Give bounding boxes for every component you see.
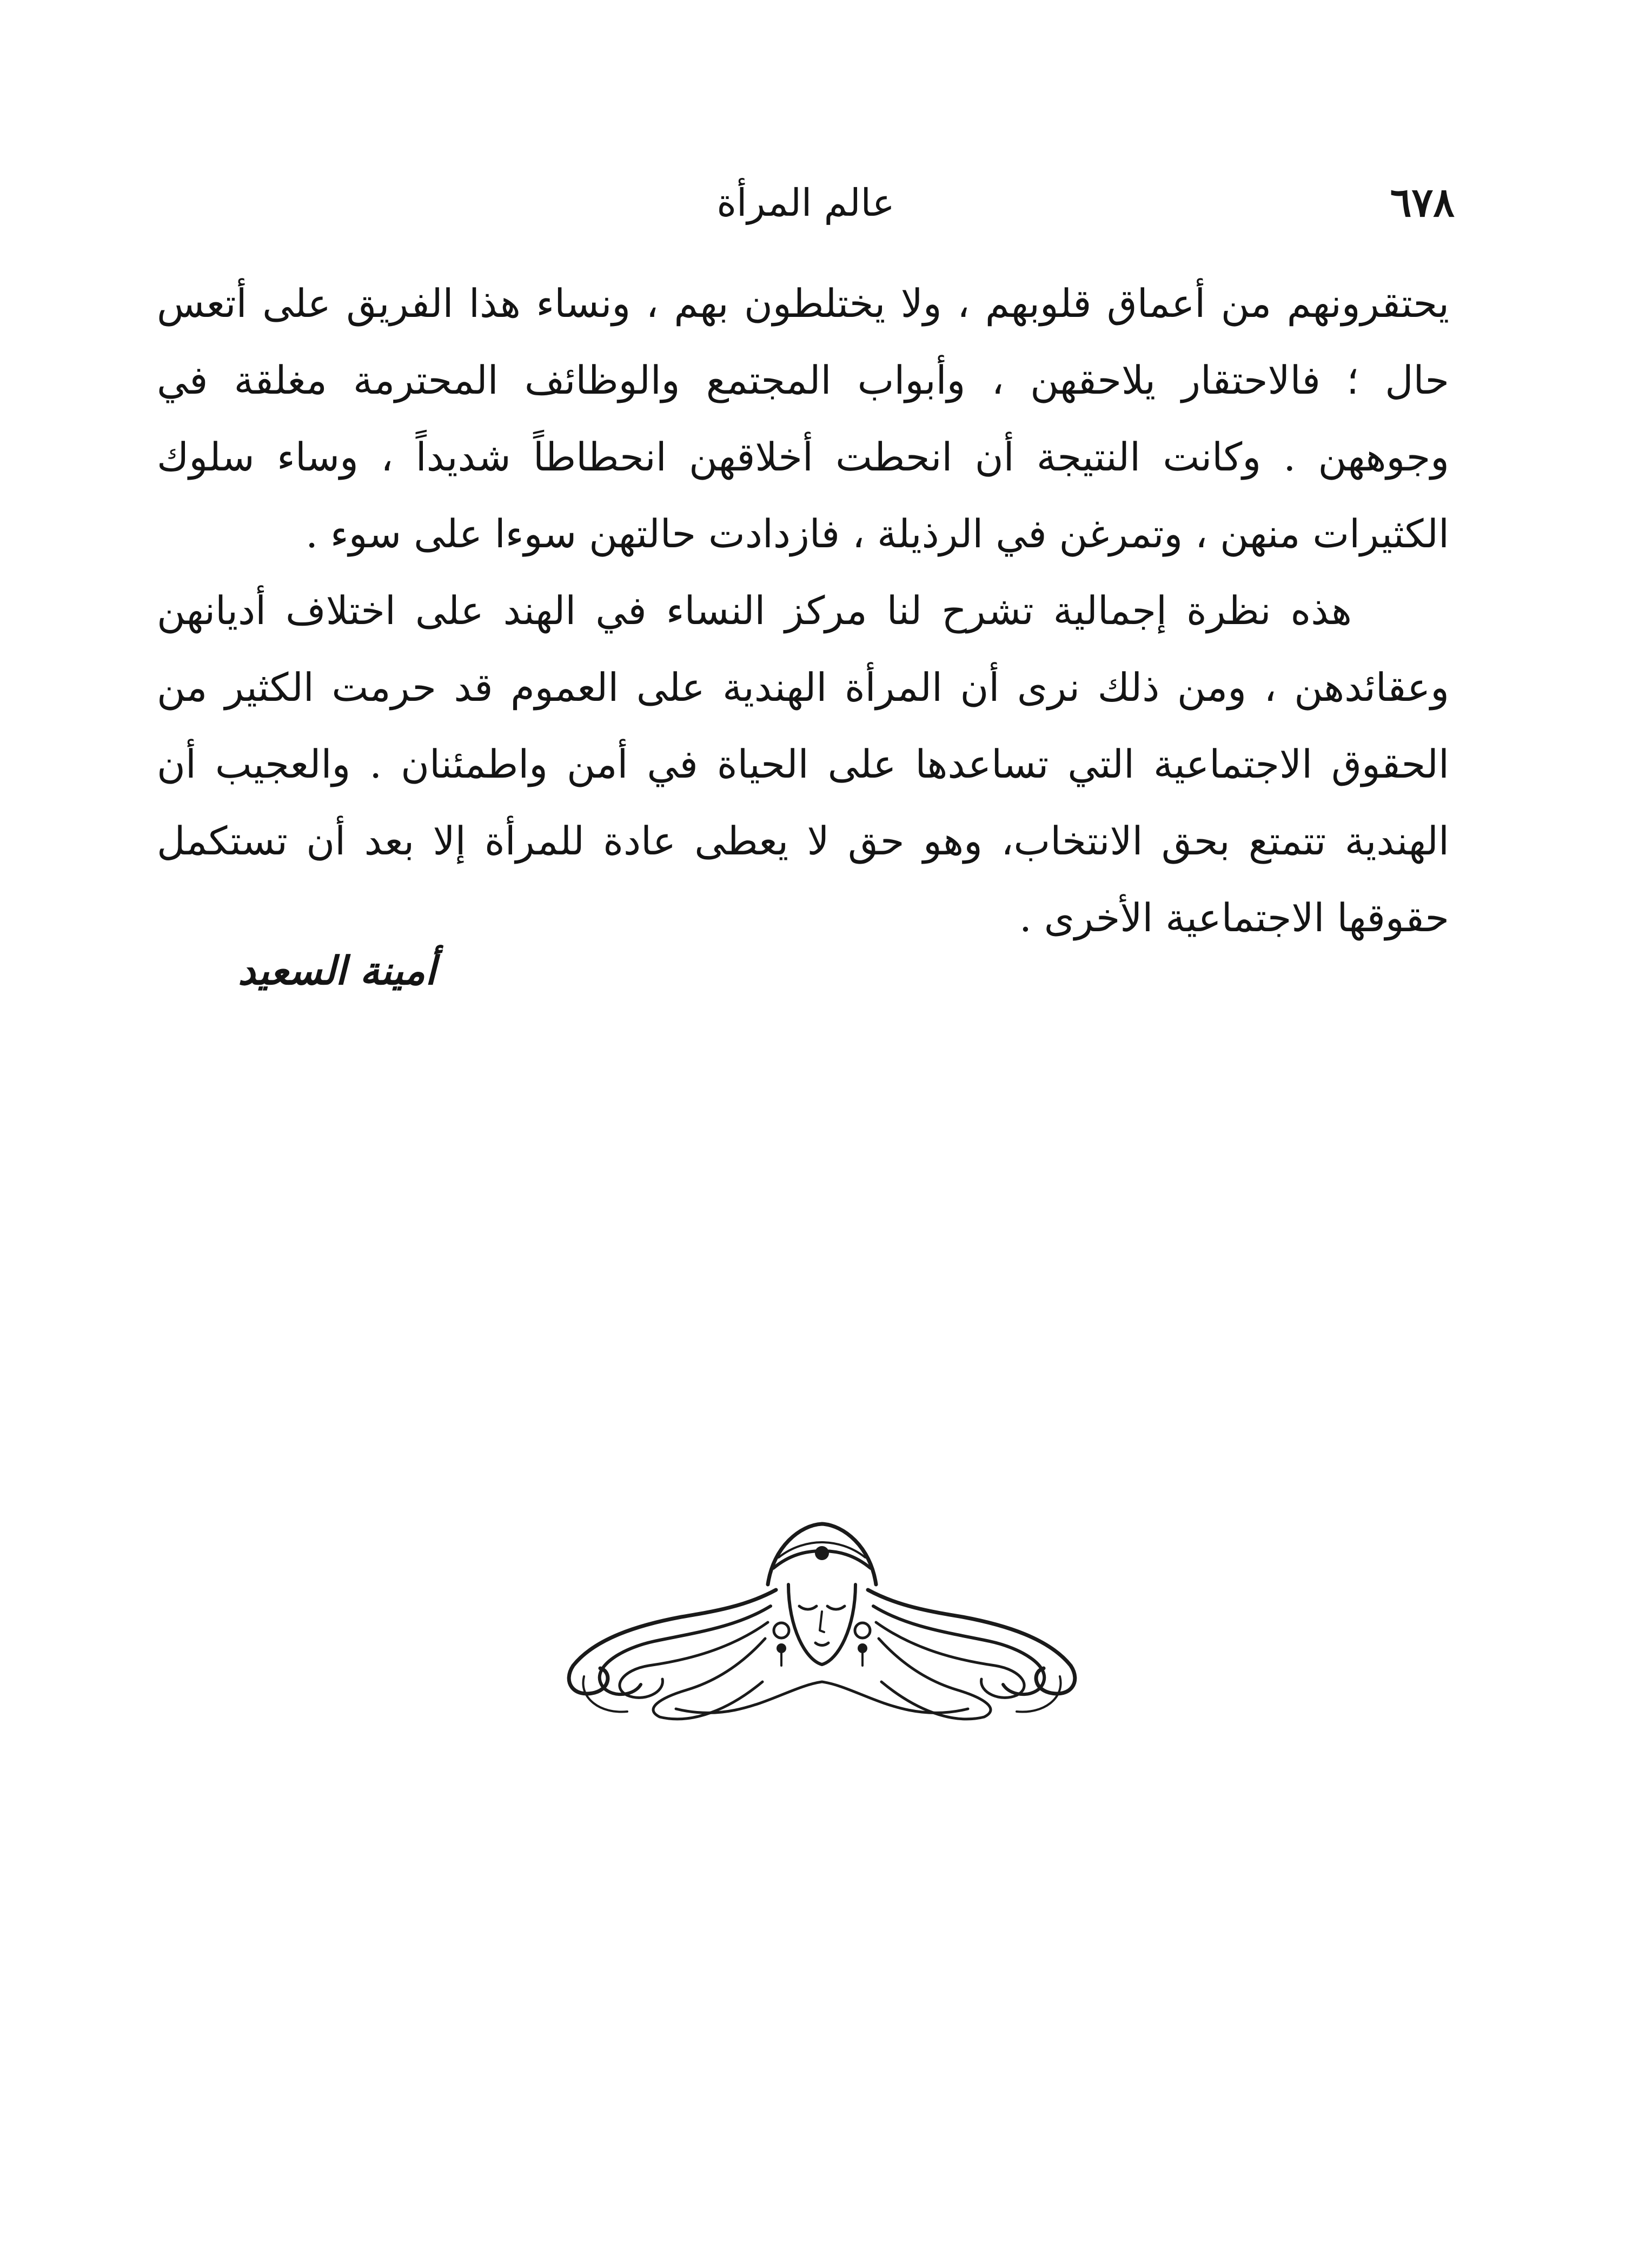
paragraph-1: يحتقرونهم من أعماق قلوبهم ، ولا يختلطون بهم ، ونساء هذا الفريق على أتعس حال ؛ فالاحتقار يلاحقهن ، وأبواب المجتمع والوظائف المحترمة مغلقة في وجوههن . وكانت النتيجة أن انحطت أخلاقهن انحطاطاً شديداً ، وساء سلوك الكثيرات منهن ، وتمرغن في الرذيلة ، فازدادت حالتهن سوءا على سوء . <box>157 281 1450 556</box>
author-signature: أمينة السعيد <box>238 947 436 993</box>
page-number: ٦٧٨ <box>1390 180 1455 226</box>
running-title: عالم المرأة <box>716 181 895 225</box>
article-body <box>157 265 1449 956</box>
page-header <box>157 173 1455 238</box>
paragraph-2: هذه نظرة إجمالية تشرح لنا مركز النساء في الهند على اختلاف أديانهن وعقائدهن ، ومن ذلك نرى أن المرأة الهندية على العموم قد حرمت الكثير من الحقوق الاجتماعية التي تساعدها على الحياة في أمن واطمئنان . والعجيب أن الهندية تتمتع بحق الانتخاب، وهو حق لا يعطى عادة للمرأة إلا بعد أن تستكمل حقوقها الاجتماعية الأخرى . <box>157 588 1449 940</box>
woman-face-flowing-hair-ornament-icon <box>552 1503 1092 1730</box>
